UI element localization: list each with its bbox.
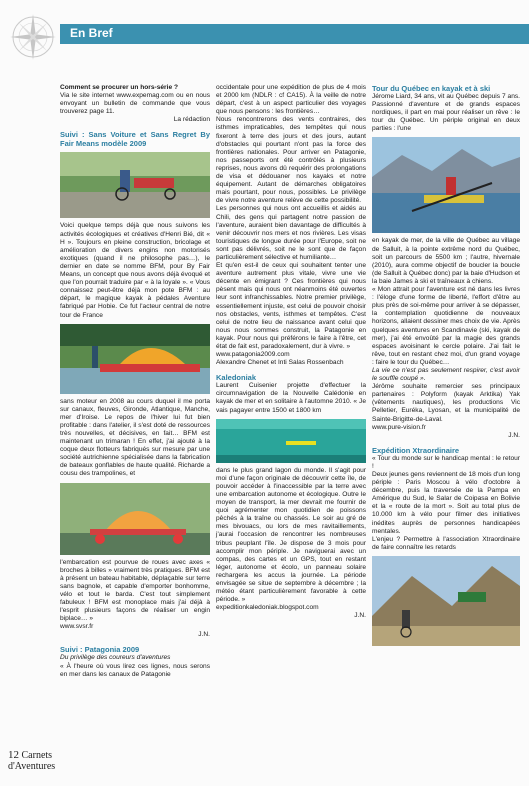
compass-rose-icon [8,12,58,62]
patagonia-text-3: Nous rencontrerons des vents contraires, des isthmes impraticables, des tempêtes qui nous fixeront à terre des jours et des jours, autant d'obstacles qui pourtant n'ont pas la force des frontières nationales. Pour arriver en Patagonie, nos passeports ont été contrôlés à plusieurs reprises, nous avons dû requérir des prolongations de visa et dédouaner nos kayaks et notre équipement. Autant de démarches obligatoires mais pourtant, pour nous, possibles. Le privilège de vivre notre aventure relève de cette possibilité. [216,116,366,205]
tour-quebec-signature: J.N. [508,431,520,439]
article-title-patagonia: Suivi : Patagonia 2009 [60,645,140,655]
column-right [372,84,520,650]
photo-lagoon-kayak [216,419,366,463]
tour-quebec-text-4: Jérôme souhaite remercier ses principaux partenaires : Polyform (kayak Arktika) Yak (vêtements nautiques), les productions Vic Pelletier, Euréka, Lyosan, et la municipalité de Sainte-Brigitte-de-Laval. [372,383,520,423]
article-text-sans-voiture-1: Voici quelque temps déjà que nous suivons les activités écologiques et créatives d'Henri Bié, dit « H ». Toujours en pleine construction, bricolage et amélioration de divers engins non motorisés exotiques (quand il ne philosophe pas…), le dernier en date se nomme BFM, pour By Fair Means, un concept que nous avons déjà évoqué et que l'on pourrait traduire par « à la loyale ». « Vous connaissez peut-être déjà mon pote BFM : au départ, le magique kayak à pédales Aventure fabriqué par Hobie. Ce fut l'acteur central de notre tour de France [60,222,210,319]
kaledoniak-text-2: dans le plus grand lagon du monde. Il s'agit pour moi d'une façon originale de découvrir cette île, de pouvoir accéder à l'inaccessible par la terre avec une embarcation autonome et écologique. Outre le moyen de transport, la mer devrait me fournir de quoi agrémenter mon quotidien de poissons pêchés à la traîne ou chassés. Le soir au gré de mes bivouacs, ou lors de mes ravitaillements, j'aurai l'occasion de rencontrer les nombreuses tribus peuplant l'île. Je dispose de 3 mois pour accomplir mon périple. Je naviguerai avec un compas, des cartes et un GPS, tout en restant léger, autonome et écolo, un panneau solaire rechargera les accus la journée. La période envisagée se situe de septembre à décembre ; la météo étant particulièrement favorable à cette période. » [216,466,366,604]
article-title-sans-voiture: Suivi : Sans Voiture et Sans Regret By Fair Means modèle 2009 [60,130,210,149]
article-title-tour-quebec: Tour du Québec en kayak et à ski [372,84,491,93]
article-title-xtraordinaire: Expédition Xtraordinaire [372,445,460,455]
xtraordinaire-text-1: « Tour du monde sur le handicap mental : le retour ! [372,454,520,470]
tour-quebec-text-3: « Mon attrait pour l'aventure est né dans les livres : l'éloge d'une forme de liberté, l'effort d'être au plus près de soi-même pour arriver à se dépasser, la contemplation quotidienne de nouveaux horizons, allaient dessiner mes choix de vie. Après quelques aventures en Scandinavie (ski, kayak de mer), j'ai été envoûté par la magie des grands espaces avoisinant le cercle polaire. J'ai fait le rêve, tout en restant chez moi, d'un grand voyage : faire le tour du Québec… [372,286,520,366]
column-middle [216,84,366,620]
tour-quebec-url[interactable]: www.pure-vision.fr [372,423,426,431]
intro-signature: La rédaction [173,116,210,124]
kaledoniak-url[interactable]: expeditionkaledoniak.blogspot.com [216,604,319,612]
column-left [60,84,210,679]
patagonia-text-1: « À l'heure où vous lirez ces lignes, nous serons en mer dans les canaux de Patagonie [60,662,210,678]
kaledoniak-text-1: Laurent Cuisenier projette d'effectuer la circumnavigation de la Nouvelle Calédonie en kayak de mer et en solitaire à l'automne 2010. « Je vais pagayer entre 1500 et 1800 km [216,382,366,414]
article-text-sans-voiture-3: l'embarcation est pourvue de roues avec axes « broches à billes » vraiment très pratiques. BFM est à présent un bateau habitable, déplaçable sur terre sans bagnole, et capable d'emporter bonhomme, vélo et tout le barda. C'est tout simplement fabuleux ! BFM est monoplace mais j'ai déjà à l'esprit plusieurs façons de réaliser un engin biplace… » [60,558,210,623]
intro-title: Comment se procurer un hors-série ? [60,84,178,91]
intro-text: Via le site internet www.expemag.com ou en nous envoyant un bulletin de commande que vous trouverez page 11. [60,92,210,116]
photo-trimaran-orange-tent [60,483,210,555]
photo-kayaker-mountains [372,137,520,233]
tour-quebec-text-2: en kayak de mer, de la ville de Québec au village de Salluit, à la pointe extrême nord du Québec, soit un parcours de 5500 km ; l'autre, hivernale (2010), aura comme objectif de boucler la boucle (de Salluit à Québec donc) par la baie d'Hudson et la baie James à ski et traîneaux à chiens. [372,237,520,285]
kaledoniak-signature: J.N. [354,612,366,620]
photo-cyclist-trailer [60,152,210,218]
photo-cyclists-mountain-road [372,556,520,646]
xtraordinaire-text-3: L'enjeu ? Permettre à l'association Xtraordinaire de faire connaître les retards [372,535,520,551]
page-footer [8,750,55,772]
photo-trimaran-yellow-tent [60,324,210,394]
tour-quebec-text-1: Jérome Liard, 34 ans, vit au Québec depuis 7 ans. Passionné d'aventure et de grands espaces nordiques, il part en mai pour réaliser un rêve : le tour du Québec. Un périple original en deux parties : l'une [372,93,520,133]
patagonia-text-2: occidentale pour une expédition de plus de 4 mois et 2000 km (NDLR : cf CA15). À la veille de notre départ, c'est à un aspect particulier des voyages que nous pensons : les frontières… [216,84,366,116]
xtraordinaire-text-2: Deux jeunes gens reviennent de 18 mois d'un long périple : Paris Moscou à vélo d'octobre à décembre, puis la traversée de la Pampa en Amérique du Sud, le Salar de Coipasa en Bolivie et la « route de la mort ». Soit au total plus de 10.000 km à vélo pour filmer des initiatives inédites auprès de personnes handicapées mentales. [372,471,520,535]
magazine-name-line1: Carnets [21,750,53,761]
article-title-kaledoniak: Kaledoniak [216,373,257,383]
patagonia-subtitle: Du privilège des coureurs d'aventures [60,654,171,662]
article-url-svsr[interactable]: www.svsr.fr [60,623,94,631]
section-header-bar [60,24,529,44]
patagonia-url[interactable]: www.patagonia2009.com [216,351,290,359]
patagonia-signature: Alexandre Chenet et Inti Salas Rossenbach [216,359,344,367]
article-signature-jn-1: J.N. [198,631,210,639]
page-number: 12 [8,749,19,761]
magazine-name-line2: d'Aventures [8,761,56,772]
article-text-sans-voiture-2: sans moteur en 2008 au cours duquel il me porta sur canaux, fleuves, Gironde, Atlantique, Manche, mer d'Iroise. Le repos de l'hiver lui fut bien profitable : dans l'atelier, il s'est doté de ressources très nouvelles, et décisives, en fait… BFM est maintenant un trimaran ! En effet, j'ai ajouté à la coque deux flotteurs fabriqués sur mesure par une société autrichienne spécialisée dans la fabrication de bateaux gonflables de haute qualité. Richarde a cousu des trampolines, et [60,397,210,478]
patagonia-text-4: Les personnes qui nous ont accueillis et aidés au Chili, des gens qui partagent notre passion de l'aventure, auraient bien davantage de difficultés à venir découvrir nos mers et nos rivières. Les visas touristiques de longue durée pour l'Europe, soit ne sont pas délivrés, soit ne le sont que de façon particulièrement sélective et humiliante… [216,205,366,261]
patagonia-text-5: Et qu'en est-il de ceux qui souhaitent tenter une aventure autrement plus vitale, vivre une vie décente en émigrant ? Ces frontières qui nous pèsent mais qui nous ont néanmoins été ouvertes leur sont infranchissables. Notre premier privilège, essentiellement injuste, est celui de pouvoir choisir nos obstacles, vents, isthmes et tempêtes. C'est celui de notre lieu de naissance avant celui que nous nous sommes construit, la Patagonie en kayak. Pour nous qui préférons le faire à l'être, cet état de fait est, paradoxalement, dur à vivre. » [216,262,366,350]
section-title: En Bref [70,26,113,40]
tour-quebec-quote: La vie ce n'est pas seulement respirer, c'est avoir le souffle coupé ». [372,366,520,383]
